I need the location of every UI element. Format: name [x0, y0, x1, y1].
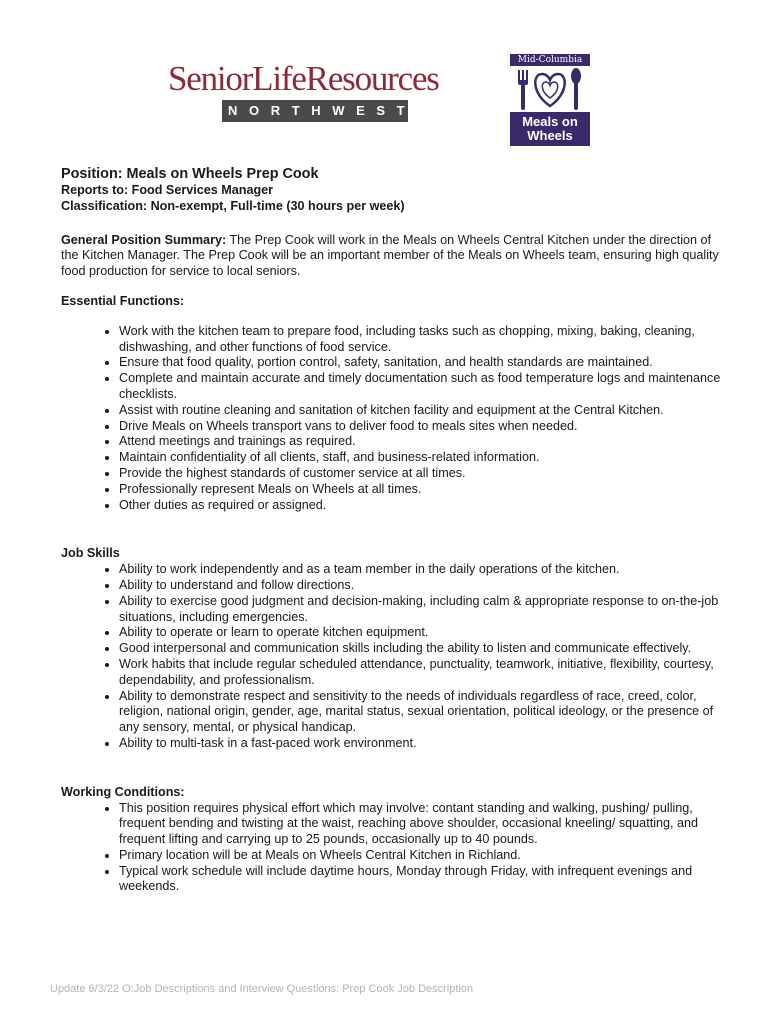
list-item: • Ability to exercise good judgment and decision-making, including calm & appropriate response to on-the-job situations, including emergencies.	[119, 594, 726, 626]
list-item: • Complete and maintain accurate and timely documentation such as food temperature logs and maintenance checklists.	[119, 371, 726, 403]
list-item: • Assist with routine cleaning and sanitation of kitchen facility and equipment at the Central Kitchen.	[119, 403, 726, 419]
list-item: • Work with the kitchen team to prepare food, including tasks such as chopping, mixing, baking, cleaning, dishwashing, and other functions of food service.	[119, 324, 726, 356]
list-item: • Ability to work independently and as a team member in the daily operations of the kitchen.	[119, 562, 726, 578]
position-summary	[61, 233, 726, 280]
essential-functions-heading: Essential Functions:	[61, 293, 185, 308]
org-subtitle: NORTHWEST	[222, 100, 408, 122]
working-conditions-list	[61, 801, 726, 896]
org-name: SeniorLifeResources	[168, 59, 439, 98]
summary-label: General Position Summary:	[61, 232, 227, 247]
mow-name-line2: Wheels	[527, 128, 573, 143]
list-item: • Ensure that food quality, portion control, safety, sanitation, and health standards are maintained.	[119, 355, 726, 371]
classification: Classification: Non-exempt, Full-time (30 hours per week)	[61, 198, 405, 213]
list-item: • Ability to operate or learn to operate kitchen equipment.	[119, 625, 726, 641]
working-conditions-heading: Working Conditions:	[61, 784, 185, 799]
mow-name	[510, 112, 590, 146]
list-item: • Maintain confidentiality of all clients, staff, and business-related information.	[119, 450, 726, 466]
list-item: • Ability to demonstrate respect and sensitivity to the needs of individuals regardless of race, creed, color, religion, national origin, gender, age, marital status, sexual orientation, political ideology, or the presence of any sensory, mental, or physical handicap.	[119, 689, 726, 736]
meals-on-wheels-logo	[510, 54, 590, 146]
job-description	[61, 165, 726, 895]
list-item: • Primary location will be at Meals on Wheels Central Kitchen in Richland.	[119, 848, 726, 864]
list-item: • Professionally represent Meals on Wheels at all times.	[119, 482, 726, 498]
list-item: • Attend meetings and trainings as required.	[119, 434, 726, 450]
list-item: • Provide the highest standards of customer service at all times.	[119, 466, 726, 482]
mow-name-line1: Meals on	[522, 114, 578, 129]
list-item: • Ability to understand and follow directions.	[119, 578, 726, 594]
job-skills-list	[61, 562, 726, 752]
list-item: • Work habits that include regular scheduled attendance, punctuality, teamwork, initiative, flexibility, courtesy, dependability, and professionalism.	[119, 657, 726, 689]
list-item: • Other duties as required or assigned.	[119, 498, 726, 514]
list-item: • Drive Meals on Wheels transport vans to deliver food to meals sites when needed.	[119, 419, 726, 435]
list-item: • Good interpersonal and communication skills including the ability to listen and communicate effectively.	[119, 641, 726, 657]
job-skills-heading: Job Skills	[61, 546, 120, 561]
summary-text: The Prep Cook will work in the Meals on Wheels Central Kitchen under the direction of the Kitchen Manager. The Prep Cook will be an important member of the Meals on Wheels team, ensuring high quality food production for service to local seniors.	[61, 232, 719, 279]
list-item: • Ability to multi-task in a fast-paced work environment.	[119, 736, 726, 752]
reports-to: Reports to: Food Services Manager	[61, 183, 274, 197]
list-item: • Typical work schedule will include daytime hours, Monday through Friday, with infrequent evenings and weekends.	[119, 864, 726, 896]
essential-functions-list	[61, 324, 726, 514]
senior-life-resources-logo	[168, 59, 468, 118]
utensils-heart-icon	[510, 66, 590, 112]
mow-region-label: Mid-Columbia	[510, 54, 590, 66]
document-footer: Update 6/3/22 O:Job Descriptions and Interview Questions: Prep Cook Job Description	[50, 983, 474, 995]
list-item: • This position requires physical effort which may involve: contant standing and walking, pushing/ pulling, frequent bending and twisting at the waist, reaching above shoulder, occasional kneeling/ squatting, and frequent lifting and carrying up to 25 pounds, occasionally up to 40 pounds.	[119, 801, 726, 848]
position-title: Position: Meals on Wheels Prep Cook	[61, 166, 319, 182]
